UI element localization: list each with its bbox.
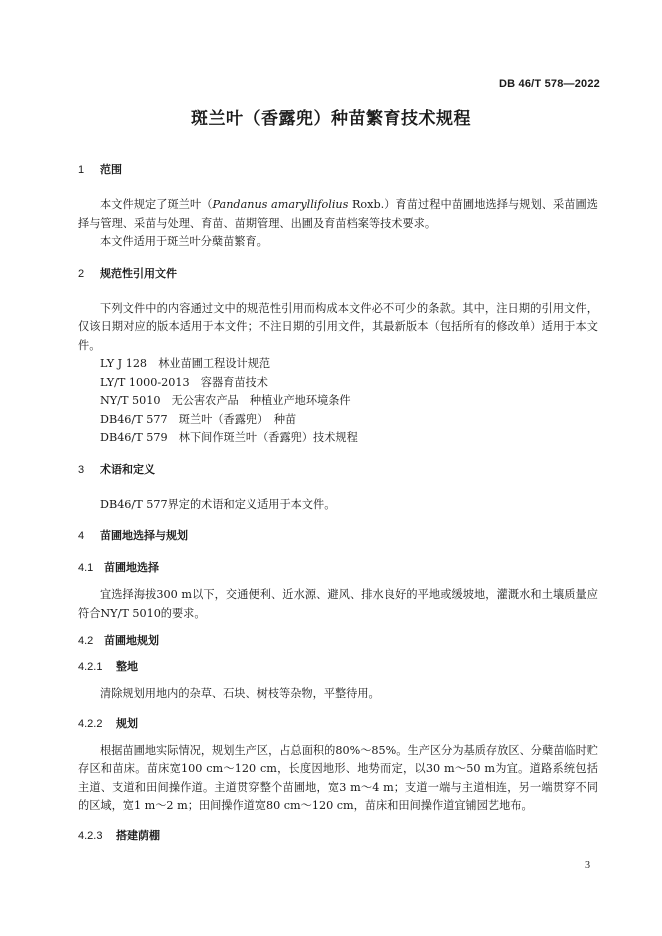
page-number: 3 xyxy=(585,860,590,871)
section-4-1-heading xyxy=(78,558,598,578)
section-1-heading xyxy=(78,160,598,180)
section-number: 4.2.2 xyxy=(78,717,103,730)
section-title: 整地 xyxy=(116,660,138,673)
section-4-2-2-heading xyxy=(78,714,598,734)
section-number: 4.2.3 xyxy=(78,829,103,842)
standard-code: DB 46/T 578—2022 xyxy=(498,78,600,90)
section-number: 1 xyxy=(78,164,85,176)
section-title: 规划 xyxy=(116,716,138,730)
reference-item: DB46/T 577 斑兰叶（香露兜） 种苗 xyxy=(100,412,297,426)
reference-item: DB46/T 579 林下间作斑兰叶（香露兜）技术规程 xyxy=(100,431,358,444)
latin-species-name: Pandanus amaryllifolius xyxy=(212,198,349,211)
section-3-heading xyxy=(78,460,598,480)
document-body xyxy=(78,160,598,846)
section-number: 4.2 xyxy=(78,635,94,647)
reference-item: LY J 128 林业苗圃工程设计规范 xyxy=(100,357,271,370)
section-4-1-paragraph: 宜选择海拔300 m以下，交通便利、近水源、避风、排水良好的平地或缓坡地，灌溉水和土壤质量应符合NY/T 5010的要求。 xyxy=(78,588,598,620)
section-3-paragraph-1: DB46/T 577界定的术语和定义适用于本文件。 xyxy=(100,497,336,511)
document-title: 斑兰叶（香露兜）种苗繁育技术规程 xyxy=(191,109,471,129)
section-4-heading xyxy=(78,526,598,546)
section-1-paragraph-2: 本文件适用于斑兰叶分蘖苗繁育。 xyxy=(100,235,268,248)
section-title: 搭建荫棚 xyxy=(116,828,160,842)
section-4-2-1-heading xyxy=(78,657,598,677)
section-2-paragraph-1: 下列文件中的内容通过文中的规范性引用而构成本文件必不可少的条款。其中，注日期的引用文件，仅该日期对应的版本适用于本文件；不注日期的引用文件，其最新版本（包括所有的修改单）适用于本文件。 xyxy=(78,301,598,352)
reference-item: LY/T 1000-2013 容器育苗技术 xyxy=(100,375,268,389)
section-title: 术语和定义 xyxy=(100,462,155,476)
section-1-paragraph-1: 本文件规定了斑兰叶（Pandanus amaryllifolius Roxb.）育苗过程中苗圃地选择与规划、采苗圃选择与管理、采苗与处理、育苗、苗期管理、出圃及育苗档案等技术要求。 xyxy=(78,198,598,230)
section-title: 苗圃地规划 xyxy=(104,634,159,647)
section-4-2-heading xyxy=(78,631,598,651)
section-4-2-1-paragraph: 清除规划用地内的杂草、石块、树枝等杂物，平整待用。 xyxy=(100,687,380,700)
section-number: 2 xyxy=(78,267,85,280)
section-title: 苗圃地选择与规划 xyxy=(100,529,188,542)
section-4-2-3-heading xyxy=(78,826,598,846)
section-number: 4.1 xyxy=(78,562,94,574)
section-2-heading xyxy=(78,264,598,284)
section-title: 规范性引用文件 xyxy=(100,266,177,280)
section-title: 范围 xyxy=(100,163,122,176)
section-number: 4 xyxy=(78,530,85,542)
section-number: 4.2.1 xyxy=(78,661,103,673)
reference-item: NY/T 5010 无公害农产品 种植业产地环境条件 xyxy=(100,394,351,407)
section-title: 苗圃地选择 xyxy=(104,561,159,574)
section-4-2-2-paragraph: 根据苗圃地实际情况，规划生产区，占总面积的80%～85%。生产区分为基质存放区、分蘖苗临时贮存区和苗床。苗床宽100 cm～120 cm，长度因地形、地势而定，以30 m～50 m为宜。道路系统包括主道、支道和田间操作道。主道贯穿整个苗圃地，宽3 m～4 m；支道一端与主道相连，另一端贯穿不同的区域，宽1 m～2 m；田间操作道宽80 cm～120 cm，苗床和田间操作道宜铺园艺地布。 xyxy=(78,743,598,812)
section-number: 3 xyxy=(78,463,85,476)
